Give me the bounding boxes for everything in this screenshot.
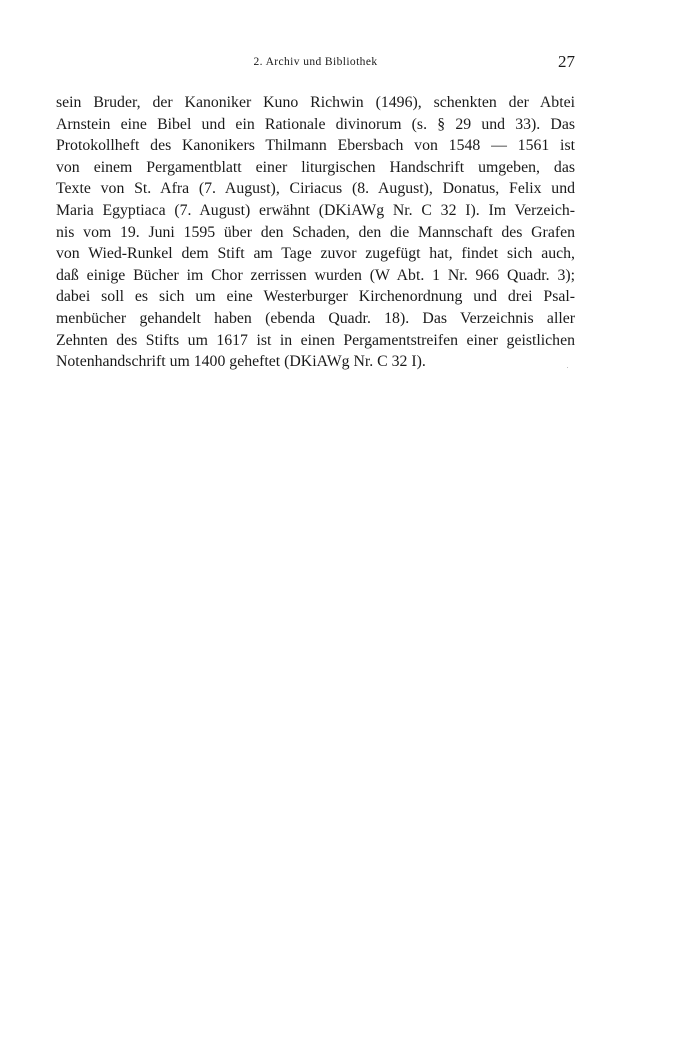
text-line: von einem Pergamentblatt einer liturgischen Handschrift umgeben, das [56, 158, 575, 176]
text-line: sein Bruder, der Kanoniker Kuno Richwin (1496), schenkten der Abtei [56, 94, 575, 111]
running-head [56, 52, 575, 74]
text-line: Zehnten des Stifts um 1617 ist in einen Pergamentstreifen einer geistlichen [56, 331, 575, 349]
text-line: Texte von St. Afra (7. August), Ciriacus (8. August), Donatus, Felix und [56, 180, 575, 198]
scan-speck [567, 367, 568, 368]
text-line: nis vom 19. Juni 1595 über den Schaden, den die Mannschaft des Grafen [56, 223, 575, 241]
text-line: Arnstein eine Bibel und ein Rationale divinorum (s. § 29 und 33). Das [56, 115, 575, 133]
running-title: 2. Archiv und Bibliothek [253, 56, 378, 68]
text-line: Maria Egyptiaca (7. August) erwähnt (DKiAWg Nr. C 32 I). Im Verzeich- [56, 201, 575, 219]
text-line: von Wied-Runkel dem Stift am Tage zuvor zugefügt hat, findet sich auch, [56, 245, 575, 263]
page-number: 27 [558, 52, 575, 71]
text-line: daß einige Bücher im Chor zerrissen wurden (W Abt. 1 Nr. 966 Quadr. 3); [56, 266, 575, 284]
text-line: menbücher gehandelt haben (ebenda Quadr. 18). Das Verzeichnis aller [56, 309, 575, 327]
text-line: dabei soll es sich um eine Westerburger Kirchenordnung und drei Psal- [56, 288, 575, 306]
text-line: Protokollheft des Kanonikers Thilmann Ebersbach von 1548 — 1561 ist [56, 137, 575, 155]
body-paragraph [56, 92, 575, 373]
text-line: Notenhandschrift um 1400 geheftet (DKiAWg Nr. C 32 I). [56, 353, 426, 371]
